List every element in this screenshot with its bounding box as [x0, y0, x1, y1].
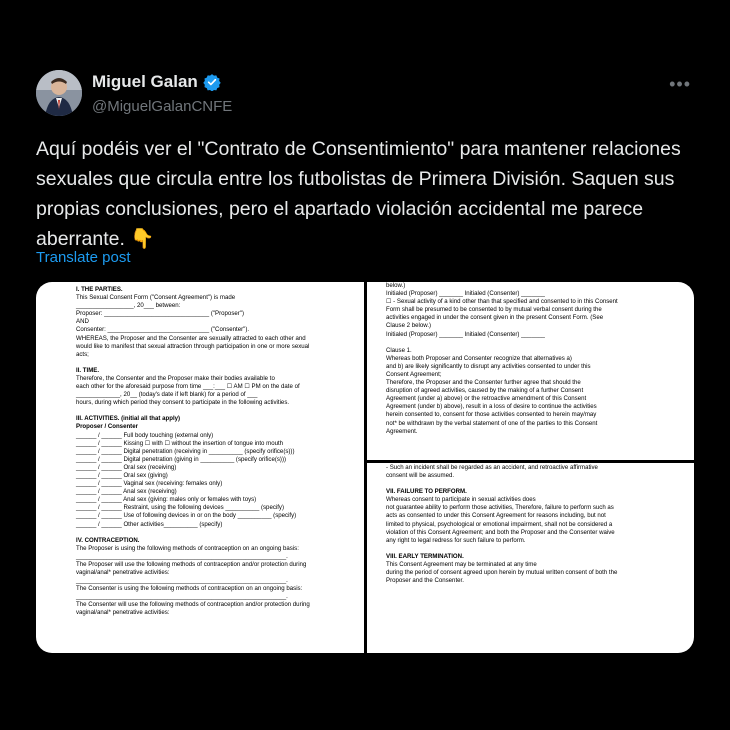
document-heading: VIII. EARLY TERMINATION.: [386, 552, 464, 560]
document-line: Proposer: _______________________________ ("Proposer"): [76, 310, 244, 318]
document-line: WHEREAS, the Proposer and the Consenter are sexually attracted to each other and: [76, 334, 306, 342]
author-display-name[interactable]: Miguel Galan: [92, 72, 198, 91]
document-line: ______ / ______ Kissing ☐ with ☐ without the insertion of tongue into mouth: [76, 439, 284, 447]
document-line: ______________________________________________________________.: [76, 593, 288, 601]
document-line: ______ / ______ Use of following devices in or on the body __________ (specify): [76, 512, 297, 520]
document-page-left[interactable]: [36, 282, 364, 653]
document-line: Agreement (under b) above), result in a loss of desire to continue the activities: [386, 403, 597, 411]
document-line: not* be withdrawn by the verbal statement of one of the parties to this Consent: [386, 419, 598, 427]
document-heading: II. TIME.: [76, 366, 100, 374]
document-line: ______ / ______ Vaginal sex (receiving: females only): [76, 480, 223, 488]
document-line: herein consented to, consent for those activities consented to herein may/may: [386, 411, 597, 419]
author-display-name-row[interactable]: [92, 72, 232, 92]
document-heading: III. ACTIVITIES. (initial all that apply): [76, 415, 181, 423]
document-spacer: [76, 529, 356, 537]
document-page-right-bottom[interactable]: [367, 463, 694, 653]
author-names: [92, 72, 232, 115]
document-line: vaginal/anal* penetrative activities:: [76, 569, 170, 576]
document-line: ______ / ______ Full body touching (external only): [76, 431, 214, 439]
document-line: Whereas consent to participate in sexual activities does: [386, 496, 536, 504]
document-line: Initialed (Proposer) _______ Initialed (Consenter) _______: [386, 330, 545, 338]
document-spacer: [386, 480, 684, 488]
document-line: Agreement.: [386, 427, 418, 435]
document-line: ______________________________________________________________.: [76, 577, 288, 585]
document-spacer: [386, 545, 684, 553]
document-line: Form shall be presumed to be consented to by mutual verbal consent during the: [386, 306, 602, 314]
document-line: ______________________________________________________________.: [76, 552, 288, 560]
document-line: hours, during which period they consent to participate in the following activities.: [76, 399, 290, 407]
document-line: acts as consented to under this Consent Agreement for reasons including, but not: [386, 512, 606, 520]
document-line: limited to physical, psychological or emotional impairment, shall not be considered a: [386, 520, 613, 528]
document-line: would like to manifest that sexual attraction through participation in one or more sexual: [76, 342, 310, 350]
post-header: [36, 70, 696, 120]
more-options-icon[interactable]: •••: [669, 74, 691, 94]
document-line: ☐ - Sexual activity of a kind other than that specified and consented to in this Consent: [386, 298, 618, 306]
document-line: Therefore, the Proposer and the Consenter further agree that should the: [386, 379, 581, 387]
document-spacer: [76, 407, 356, 415]
document-line: ______ / ______ Oral sex (receiving): [76, 463, 177, 471]
document-line: not guarantee ability to perform those activities, Therefore, failure to perform such as: [386, 504, 614, 512]
document-line: Proposer and the Consenter.: [386, 577, 464, 585]
document-line: and b) are likely significantly to disrupt any activities consented to under this: [386, 362, 591, 370]
document-line: below.): [386, 282, 406, 289]
avatar[interactable]: [36, 70, 82, 116]
document-line: AND: [76, 318, 89, 326]
document-heading: Proposer / Consenter: [76, 423, 138, 431]
document-line: The Consenter will use the following methods of contraception and/or protection during: [76, 601, 310, 609]
document-spacer: [76, 359, 356, 367]
document-line: _____________, 20__ (today's date if left blank) for a period of ___: [76, 391, 258, 399]
document-line: any right to legal redress for such failure to perform.: [386, 536, 526, 544]
verified-badge-icon: [203, 73, 221, 91]
document-line: ______ / ______ Digital penetration (giving in __________ (specify orifice(s))): [76, 455, 287, 463]
document-line: ______ / ______ Anal sex (giving: males only or females with toys): [76, 496, 257, 504]
document-line: ______ / ______ Digital penetration (receiving in __________ (specify orifice(s))): [76, 447, 295, 455]
document-line: Whereas both Proposer and Consenter recognize that alternatives a): [386, 354, 572, 362]
document-line: ______ / ______ Anal sex (receiving): [76, 488, 177, 496]
document-line: The Proposer will use the following methods of contraception and/or protection during: [76, 560, 307, 568]
document-line: Agreement (under a) above) or the retroactive amendment of this Consent: [386, 395, 587, 403]
document-page-right-top[interactable]: [367, 282, 694, 460]
document-line: ______ / ______ Oral sex (giving): [76, 471, 168, 479]
document-line: Clause 1.: [386, 346, 412, 354]
document-heading: I. THE PARTIES.: [76, 286, 123, 293]
document-line: acts;: [76, 350, 89, 358]
document-line: This Sexual Consent Form ("Consent Agreement") is made: [76, 294, 236, 302]
document-line: disruption of agreed activities, caused by the making of a further Consent: [386, 387, 584, 395]
document-line: each other for the aforesaid purpose from time ___:___ ☐ AM ☐ PM on the date of: [76, 383, 300, 391]
document-line: This Consent Agreement may be terminated at any time: [386, 560, 537, 568]
document-line: _________________, 20___ between:: [76, 302, 181, 310]
document-line: Consent Agreement;: [386, 370, 442, 378]
document-line: The Proposer is using the following methods of contraception on an ongoing basis:: [76, 544, 299, 552]
post-media[interactable]: [36, 282, 694, 653]
document-heading: VII. FAILURE TO PERFORM.: [386, 488, 467, 496]
document-line: activities engaged in under the consent given in the present Consent Form. (See: [386, 314, 604, 322]
document-right-column: [367, 282, 694, 653]
translate-post-link[interactable]: Translate post: [36, 249, 131, 266]
document-line: Clause 2 below.): [386, 322, 432, 330]
document-line: - Such an incident shall be regarded as an accident, and retroactive affirmative: [386, 464, 598, 471]
document-line: ______ / ______ Other activities__________ (specify): [76, 520, 223, 528]
document-line: consent will be assumed.: [386, 472, 455, 480]
post-text: Aquí podéis ver el "Contrato de Consentimiento" para mantener relaciones sexuales que circula entre los futbolistas de Primera División. Saquen sus propias conclusiones, pero el apartado violación accidental me parece aberrante. 👇: [36, 138, 681, 250]
document-line: Therefore, the Consenter and the Proposer make their bodies available to: [76, 374, 275, 382]
document-line: violation of this Consent Agreement; and both the Proposer and the Consenter waive: [386, 528, 615, 536]
document-spacer: [386, 339, 684, 347]
document-line: Consenter: ______________________________ ("Consenter").: [76, 326, 250, 334]
document-line: vaginal/anal* penetrative activities:: [76, 609, 170, 617]
document-heading: IV. CONTRACEPTION.: [76, 536, 140, 544]
document-line: during the period of consent agreed upon herein by mutual written consent of both the: [386, 569, 618, 577]
document-line: Initialed (Proposer) _______ Initialed (Consenter) _______: [386, 290, 545, 298]
author-handle[interactable]: @MiguelGalanCNFE: [92, 98, 233, 115]
document-line: The Consenter is using the following methods of contraception on an ongoing basis:: [76, 585, 303, 593]
document-line: ______ / ______ Restraint, using the following devices __________ (specify): [76, 504, 285, 512]
